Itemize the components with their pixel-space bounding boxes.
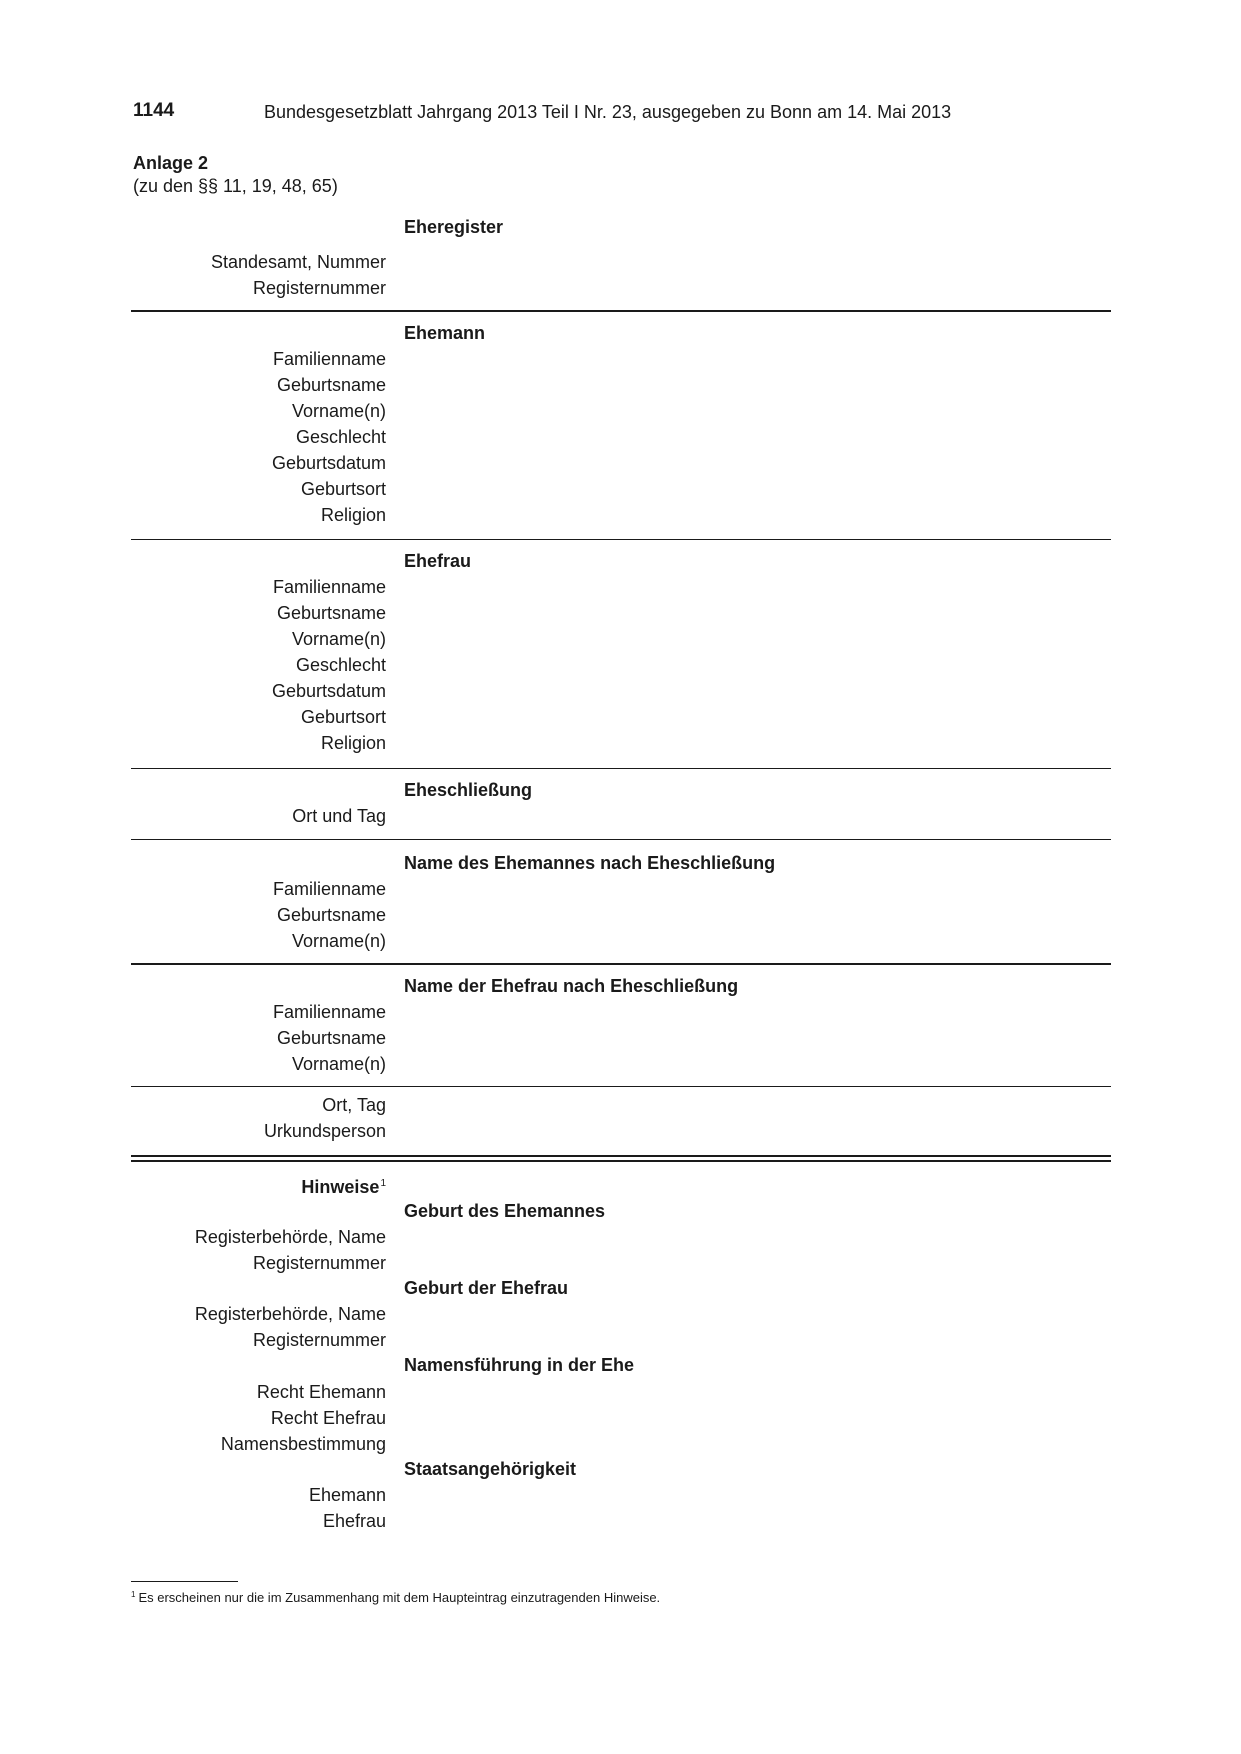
- section-rule: [131, 310, 1111, 312]
- double-rule-bottom: [131, 1160, 1111, 1162]
- field-label: Vorname(n): [291, 629, 386, 649]
- footnote: [131, 1590, 660, 1605]
- section-heading-naming: Namensführung in der Ehe: [404, 1355, 635, 1375]
- field-label: Recht Ehefrau: [270, 1408, 386, 1428]
- section-heading-wife: Ehefrau: [404, 551, 472, 571]
- field-label: Familienname: [272, 879, 386, 899]
- field-label: Registernummer: [252, 278, 386, 298]
- section-rule: [131, 1086, 1111, 1087]
- field-label: Geburtsdatum: [271, 681, 386, 701]
- footnote-rule: [131, 1581, 238, 1582]
- field-label: Registerbehörde, Name: [194, 1304, 386, 1324]
- section-heading-register: Eheregister: [404, 217, 504, 237]
- footnote-text: Es erscheinen nur die im Zusammenhang mit dem Haupteintrag einzutragenden Hinweise.: [138, 1590, 661, 1605]
- double-rule-top: [131, 1155, 1111, 1157]
- field-label: Vorname(n): [291, 931, 386, 951]
- notes-label-text: Hinweise: [301, 1177, 380, 1197]
- field-label: Geburtsdatum: [271, 453, 386, 473]
- section-heading-husband-name: Name des Ehemannes nach Eheschließung: [404, 853, 776, 873]
- section-heading-wife-birth: Geburt der Ehefrau: [404, 1278, 569, 1298]
- field-label: Geburtsort: [300, 479, 386, 499]
- field-label: Vorname(n): [291, 1054, 386, 1074]
- field-label: Religion: [320, 733, 386, 753]
- section-heading-husband: Ehemann: [404, 323, 486, 343]
- field-label: Namensbestimmung: [220, 1434, 386, 1454]
- annex-title: Anlage 2: [133, 153, 209, 173]
- section-rule: [131, 839, 1111, 840]
- field-label: Urkundsperson: [263, 1121, 386, 1141]
- field-label: Ort und Tag: [292, 806, 386, 826]
- footnote-number: 1: [131, 1590, 136, 1599]
- section-rule: [131, 768, 1111, 769]
- section-heading-husband-birth: Geburt des Ehemannes: [404, 1201, 606, 1221]
- field-label: Religion: [320, 505, 386, 525]
- field-label: Familienname: [272, 1002, 386, 1022]
- field-label: Geschlecht: [295, 427, 386, 447]
- section-heading-citizenship: Staatsangehörigkeit: [404, 1459, 577, 1479]
- section-heading-wife-name: Name der Ehefrau nach Eheschließung: [404, 976, 739, 996]
- field-label: Familienname: [272, 577, 386, 597]
- field-label: Geschlecht: [295, 655, 386, 675]
- footnote-mark: 1: [380, 1178, 386, 1189]
- field-label: Geburtsort: [300, 707, 386, 727]
- field-label: Standesamt, Nummer: [210, 252, 386, 272]
- field-label: Ort, Tag: [322, 1095, 386, 1115]
- section-rule: [131, 963, 1111, 965]
- page-number: 1144: [133, 100, 175, 121]
- field-label: Registernummer: [252, 1253, 386, 1273]
- notes-label: [301, 1173, 386, 1198]
- field-label: Familienname: [272, 349, 386, 369]
- field-label: Geburtsname: [276, 1028, 386, 1048]
- field-label: Ehemann: [308, 1485, 386, 1505]
- running-head: Bundesgesetzblatt Jahrgang 2013 Teil I Nr. 23, ausgegeben zu Bonn am 14. Mai 2013: [264, 102, 952, 122]
- field-label: Ehefrau: [322, 1511, 386, 1531]
- field-label: Geburtsname: [276, 905, 386, 925]
- field-label: Vorname(n): [291, 401, 386, 421]
- field-label: Registerbehörde, Name: [194, 1227, 386, 1247]
- section-heading-marriage: Eheschließung: [404, 780, 533, 800]
- field-label: Geburtsname: [276, 375, 386, 395]
- field-label: Geburtsname: [276, 603, 386, 623]
- annex-reference: (zu den §§ 11, 19, 48, 65): [133, 176, 338, 196]
- field-label: Recht Ehemann: [256, 1382, 386, 1402]
- section-rule: [131, 539, 1111, 540]
- field-label: Registernummer: [252, 1330, 386, 1350]
